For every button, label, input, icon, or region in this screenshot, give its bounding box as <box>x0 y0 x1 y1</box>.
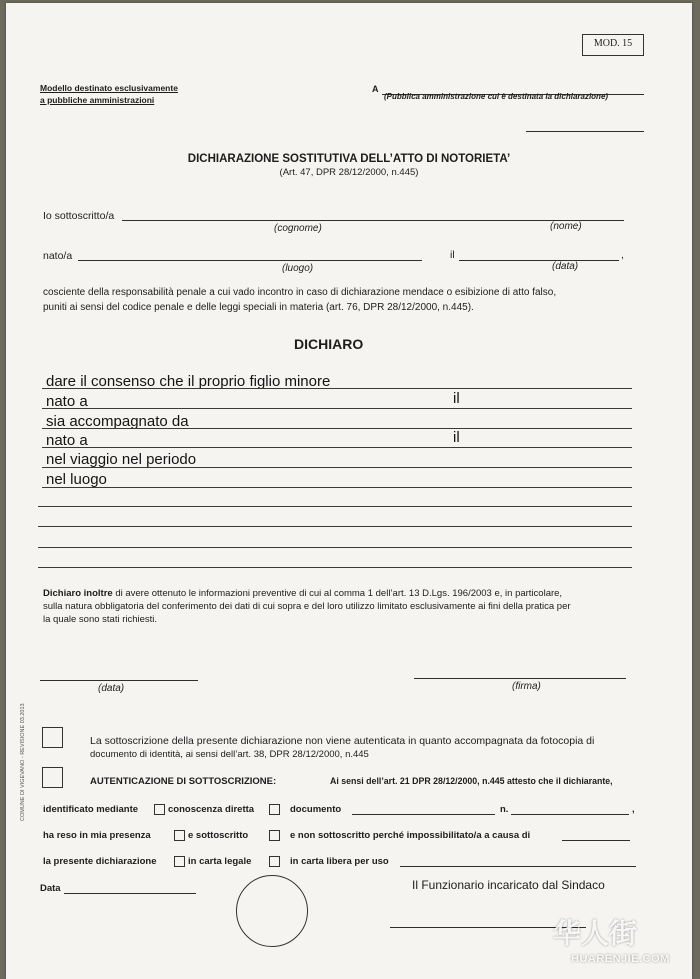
authentication-checkbox[interactable] <box>42 767 63 788</box>
form-title: DICHIARAZIONE SOSTITUTIVA DELL’ATTO DI NOTORIETA’ <box>187 153 511 165</box>
declaration-line-2-a: nato a <box>46 393 88 410</box>
declaration-line-4-b: il <box>453 429 460 446</box>
watermark-cn: 华人街 <box>553 917 638 950</box>
free-paper-label: in carta libera per uso <box>290 856 389 867</box>
free-paper-checkbox[interactable] <box>269 856 280 867</box>
declaration-paper-label: la presente dichiarazione <box>43 856 157 867</box>
rule-4 <box>42 447 632 448</box>
declaration-line-1: dare il consenso che il proprio figlio minore <box>46 373 331 390</box>
rule-2 <box>42 408 632 409</box>
privacy-line-1 <box>43 588 562 599</box>
not-signed-label: e non sottoscritto perché impossibilitato/a a causa di <box>290 830 531 841</box>
addressee-caption: (Pubblica amministrazione cui è destinata la dichiarazione) <box>384 92 609 101</box>
signature-caption: (firma) <box>512 681 541 692</box>
legal-paper-checkbox[interactable] <box>174 856 185 867</box>
option-1-line-1: La sottoscrizione della presente dichiarazione non viene autenticata in quanto accompagnata da fotocopia di <box>90 735 595 747</box>
authentication-label: AUTENTICAZIONE DI SOTTOSCRIZIONE: <box>90 776 277 787</box>
footer-date-label: Data <box>40 883 61 894</box>
date-caption: (data) <box>552 261 579 272</box>
addressee-line-2[interactable] <box>526 131 644 132</box>
mod-number: MOD. 15 <box>593 38 633 49</box>
direct-knowledge-checkbox[interactable] <box>154 804 165 815</box>
usage-note-line2: a pubbliche amministrazioni <box>40 95 155 105</box>
privacy-line-1-rest: di avere ottenuto le informazioni preventive di cui al comma 1 dell’art. 13 D.Lgs. 196/2003 e, in particolare, <box>112 588 563 599</box>
declaration-line-4-a: nato a <box>46 432 88 449</box>
rule-5 <box>42 467 632 468</box>
officer-label: Il Funzionario incaricato dal Sindaco <box>412 878 605 892</box>
birthplace-field[interactable] <box>78 260 422 261</box>
watermark-latin: HUARENJIE.COM <box>571 953 670 965</box>
document-label: documento <box>290 804 342 815</box>
document-number-field[interactable] <box>511 814 629 815</box>
undersigned-label: Io sottoscritto/a <box>43 210 115 222</box>
identified-comma: , <box>632 804 635 815</box>
surname-caption: (cognome) <box>274 223 322 234</box>
privacy-line-3: la quale sono stati richiesti. <box>43 614 158 625</box>
document-checkbox[interactable] <box>269 804 280 815</box>
not-signed-reason-field[interactable] <box>562 840 630 841</box>
declare-heading: DICHIARO <box>294 336 364 352</box>
name-field[interactable] <box>122 220 624 221</box>
rule-9 <box>38 547 632 548</box>
birthdate-comma: , <box>621 249 624 261</box>
signature-field[interactable] <box>414 678 626 679</box>
awareness-line-1: cosciente della responsabilità penale a cui vado incontro in caso di dichiarazione mendace o esibizione di atto falso, <box>43 287 557 298</box>
form-subtitle: (Art. 47, DPR 28/12/2000, n.445) <box>279 167 419 178</box>
rule-6 <box>42 487 632 488</box>
privacy-bold-start: Dichiaro inoltre <box>43 588 113 599</box>
name-caption: (nome) <box>550 221 582 232</box>
rule-10 <box>38 567 632 568</box>
declaration-line-6: nel luogo <box>46 471 107 488</box>
rule-8 <box>38 526 632 527</box>
addressee-prefix: A <box>372 84 379 94</box>
option-1-line-2: documento di identità, ai sensi dell’art. 38, DPR 28/12/2000, n.445 <box>90 749 369 760</box>
id-copy-checkbox[interactable] <box>42 727 63 748</box>
born-label: nato/a <box>43 250 73 262</box>
presence-label: ha reso in mia presenza <box>43 830 151 841</box>
declaration-line-3: sia accompagnato da <box>46 413 189 430</box>
identified-label: identificato mediante <box>43 804 139 815</box>
document-page <box>6 3 692 979</box>
privacy-line-2: sulla natura obbligatoria del conferimento dei dati di cui sopra e del loro utilizzo limitato esclusivamente ai fini della pratica per <box>43 601 571 612</box>
rule-7 <box>38 506 632 507</box>
footer-date-field[interactable] <box>64 893 196 894</box>
vertical-revision-note: COMUNE DI VIGEVANO - REVISIONE 03.2013 <box>20 703 26 821</box>
free-paper-use-field[interactable] <box>400 866 636 867</box>
direct-knowledge-label: conoscenza diretta <box>168 804 255 815</box>
awareness-line-2: puniti ai sensi del codice penale e delle leggi speciali in materia (art. 76, DPR 28/12/2000, n.445). <box>43 302 474 313</box>
date-signature-field[interactable] <box>40 680 198 681</box>
document-field[interactable] <box>352 814 495 815</box>
birthdate-label: il <box>450 249 455 261</box>
authentication-text: Ai sensi dell’art. 21 DPR 28/12/2000, n.445 attesto che il dichiarante, <box>330 776 613 786</box>
signature-date-caption: (data) <box>98 683 125 694</box>
declaration-line-5: nel viaggio nel periodo <box>46 451 197 468</box>
signed-label: e sottoscritto <box>188 830 249 841</box>
signed-checkbox[interactable] <box>174 830 185 841</box>
usage-note-line1: Modello destinato esclusivamente <box>40 83 178 93</box>
legal-paper-label: in carta legale <box>188 856 252 867</box>
official-stamp-circle <box>236 875 308 947</box>
not-signed-checkbox[interactable] <box>269 830 280 841</box>
document-number-label: n. <box>500 804 509 815</box>
rule-1 <box>42 388 632 389</box>
birthdate-field[interactable] <box>459 260 619 261</box>
place-caption: (luogo) <box>282 263 314 274</box>
rule-3 <box>42 428 632 429</box>
declaration-line-2-b: il <box>453 390 460 407</box>
